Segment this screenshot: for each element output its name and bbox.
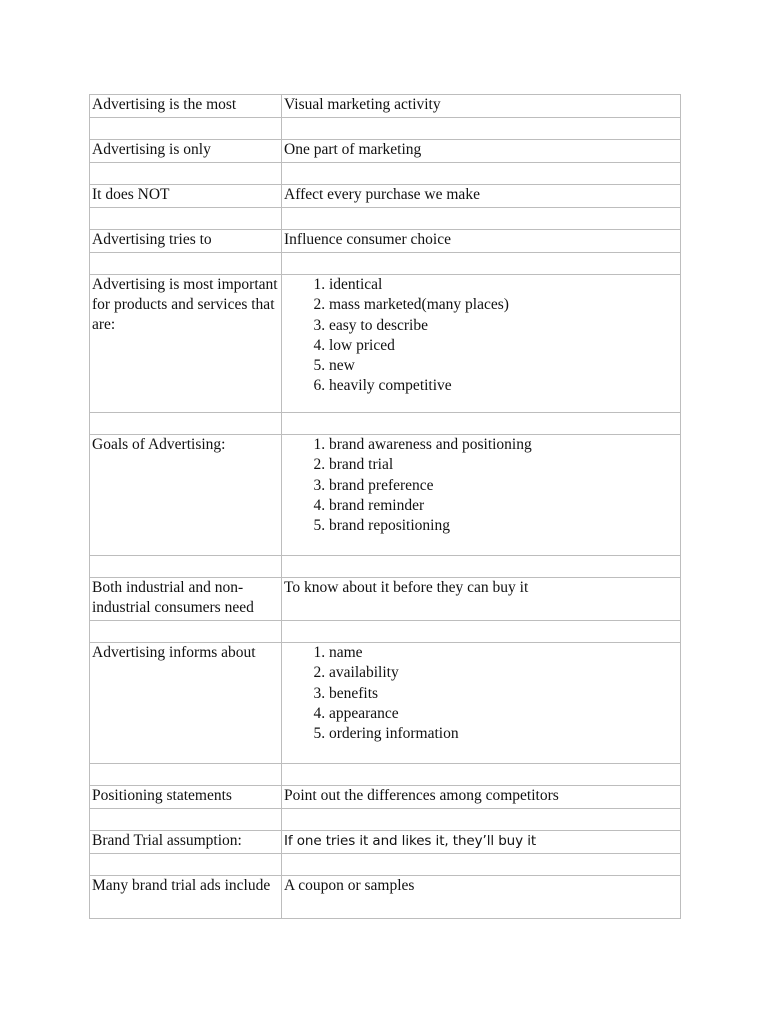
row-label: Goals of Advertising: <box>90 435 282 556</box>
row-value: To know about it before they can buy it <box>282 578 681 621</box>
row-value: One part of marketing <box>282 140 681 163</box>
row-value: Influence consumer choice <box>282 230 681 253</box>
row-label: Advertising tries to <box>90 230 282 253</box>
list-item: 6. heavily competitive <box>329 376 678 396</box>
list-item: 5. brand repositioning <box>329 516 678 536</box>
row-label: Both industrial and non-industrial consumers need <box>90 578 282 621</box>
list-item: 5. ordering information <box>329 724 678 744</box>
list-item: 3. easy to describe <box>329 316 678 336</box>
spacer-row <box>90 208 681 230</box>
row-label: Positioning statements <box>90 786 282 809</box>
table-row <box>90 140 681 163</box>
numbered-list <box>284 435 678 536</box>
row-value-list-cell <box>282 643 681 764</box>
row-label: Brand Trial assumption: <box>90 831 282 854</box>
list-item: 4. brand reminder <box>329 496 678 516</box>
table-row <box>90 831 681 854</box>
spacer-row <box>90 854 681 876</box>
spacer-row <box>90 621 681 643</box>
row-label: Many brand trial ads include <box>90 876 282 919</box>
numbered-list <box>284 275 678 397</box>
table-row <box>90 275 681 413</box>
table-row <box>90 876 681 919</box>
table-row <box>90 435 681 556</box>
list-item: 5. new <box>329 356 678 376</box>
spacer-row <box>90 253 681 275</box>
row-value: Affect every purchase we make <box>282 185 681 208</box>
list-item: 2. availability <box>329 663 678 683</box>
list-item: 4. appearance <box>329 704 678 724</box>
spacer-row <box>90 163 681 185</box>
list-item: 1. identical <box>329 275 678 295</box>
notes-table <box>89 94 681 919</box>
spacer-row <box>90 809 681 831</box>
list-item: 2. mass marketed(many places) <box>329 295 678 315</box>
spacer-row <box>90 764 681 786</box>
list-item: 3. brand preference <box>329 476 678 496</box>
list-item: 3. benefits <box>329 684 678 704</box>
table-row <box>90 786 681 809</box>
list-item: 1. brand awareness and positioning <box>329 435 678 455</box>
row-label: Advertising informs about <box>90 643 282 764</box>
row-value: Point out the differences among competitors <box>282 786 681 809</box>
table-row <box>90 643 681 764</box>
row-value-list-cell <box>282 275 681 413</box>
spacer-row <box>90 118 681 140</box>
list-item: 4. low priced <box>329 336 678 356</box>
row-value: A coupon or samples <box>282 876 681 919</box>
numbered-list <box>284 643 678 744</box>
list-item: 1. name <box>329 643 678 663</box>
table-row <box>90 95 681 118</box>
table-row <box>90 578 681 621</box>
table-row <box>90 230 681 253</box>
spacer-row <box>90 413 681 435</box>
spacer-row <box>90 556 681 578</box>
table-row <box>90 185 681 208</box>
row-label: Advertising is the most <box>90 95 282 118</box>
row-label: It does NOT <box>90 185 282 208</box>
row-label: Advertising is only <box>90 140 282 163</box>
row-value: Visual marketing activity <box>282 95 681 118</box>
row-value-list-cell <box>282 435 681 556</box>
row-value: If one tries it and likes it, they’ll buy it <box>282 831 681 854</box>
row-label: Advertising is most important for products and services that are: <box>90 275 282 413</box>
list-item: 2. brand trial <box>329 455 678 475</box>
